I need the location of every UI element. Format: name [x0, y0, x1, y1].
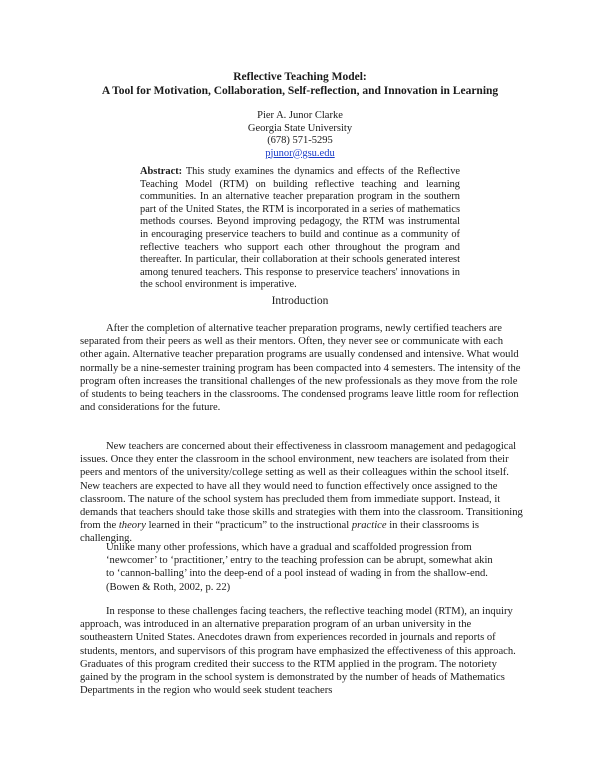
block-quote: Unlike many other professions, which have a gradual and scaffolded progression from ‘newcomer’ to ‘practitioner,’ entry to the teaching profession can be abrupt, somewhat akin to ‘cannon-balling’ into the deep-end of a pool instead of wading in from the shallow-end. (Bowen & Roth, 2002, p. 22) [106, 542, 493, 593]
paragraph-2-part-c: in their classrooms is challenging. [80, 520, 479, 545]
author-affiliation: Georgia State University [247, 122, 353, 134]
paragraph-2 [80, 440, 524, 546]
abstract [140, 166, 460, 292]
paragraph-2-part-a: New teachers are concerned about their effectiveness in classroom management and pedagogical issues. Once they enter the classroom in the school environment, new teachers are isolated from their peers and mentors of the university/college setting as well as their colleagues within the school itself. New teachers are expected to have all they would need to function effectively once assigned to the classroom. The nature of the school system has precluded them from immediate support. Instead, it demands that teachers should take those skills and strategies with them into the classroom. Transitioning from the [80, 441, 523, 532]
author-name: Pier A. Junor Clarke [257, 110, 343, 121]
paragraph-2-part-b: learned in their “practicum” to the instructional [145, 520, 352, 532]
author-block [0, 110, 600, 160]
term-theory: theory [118, 520, 146, 532]
term-practice: practice [351, 520, 387, 532]
section-heading-introduction: Introduction [271, 295, 329, 307]
paragraph-1: After the completion of alternative teacher preparation programs, newly certified teachers are separated from their peers as well as their mentors. Often, they never see or communicate with each other again. Alternative teacher preparation programs are usually condensed and intensive. What would normally be a nine-semester training program has been compacted into 4 semesters. The intensity of the program often increases the transitional challenges of the new professionals as they move from the role of students to being teachers in the classrooms. The condensed programs leave little room for reflection and considerations for the future. [80, 323, 521, 414]
author-email-link[interactable]: pjunor@gsu.edu [265, 147, 335, 159]
abstract-text: This study examines the dynamics and effects of the Reflective Teaching Model (RTM) on building reflective teaching and learning communities. In an alternative teacher preparation program in the southern part of the United States, the RTM is incorporated in a series of mathematics methods courses. Beyond improving pedagogy, the RTM was instrumental in encouraging preservice teachers to build and continue as a community of reflective teachers who support each other throughout the program and thereafter. In particular, their collaboration at their schools generated interest among tenured teachers. This response to preservice teachers' innovations in the school environment is imperative. [140, 166, 460, 291]
paper-title-line-1: Reflective Teaching Model: [233, 71, 367, 83]
paper-title-line-2: A Tool for Motivation, Collaboration, Self-reflection, and Innovation in Learning [101, 85, 499, 97]
paragraph-3: In response to these challenges facing teachers, the reflective teaching model (RTM), an inquiry approach, was introduced in an alternative preparation program of an urban university in the southeastern United States. Anecdotes drawn from experiences recorded in journals and reports of students, mentors, and supervisors of this program have emphasized the effectiveness of this approach. Graduates of this program credited their success to the RTM applied in the program. The notoriety gained by the program in the school system is demonstrated by the number of heads of Mathematics Departments in the region who would seek student teachers [80, 606, 516, 697]
abstract-label: Abstract: [140, 166, 183, 177]
author-phone: (678) 571-5295 [267, 135, 333, 146]
